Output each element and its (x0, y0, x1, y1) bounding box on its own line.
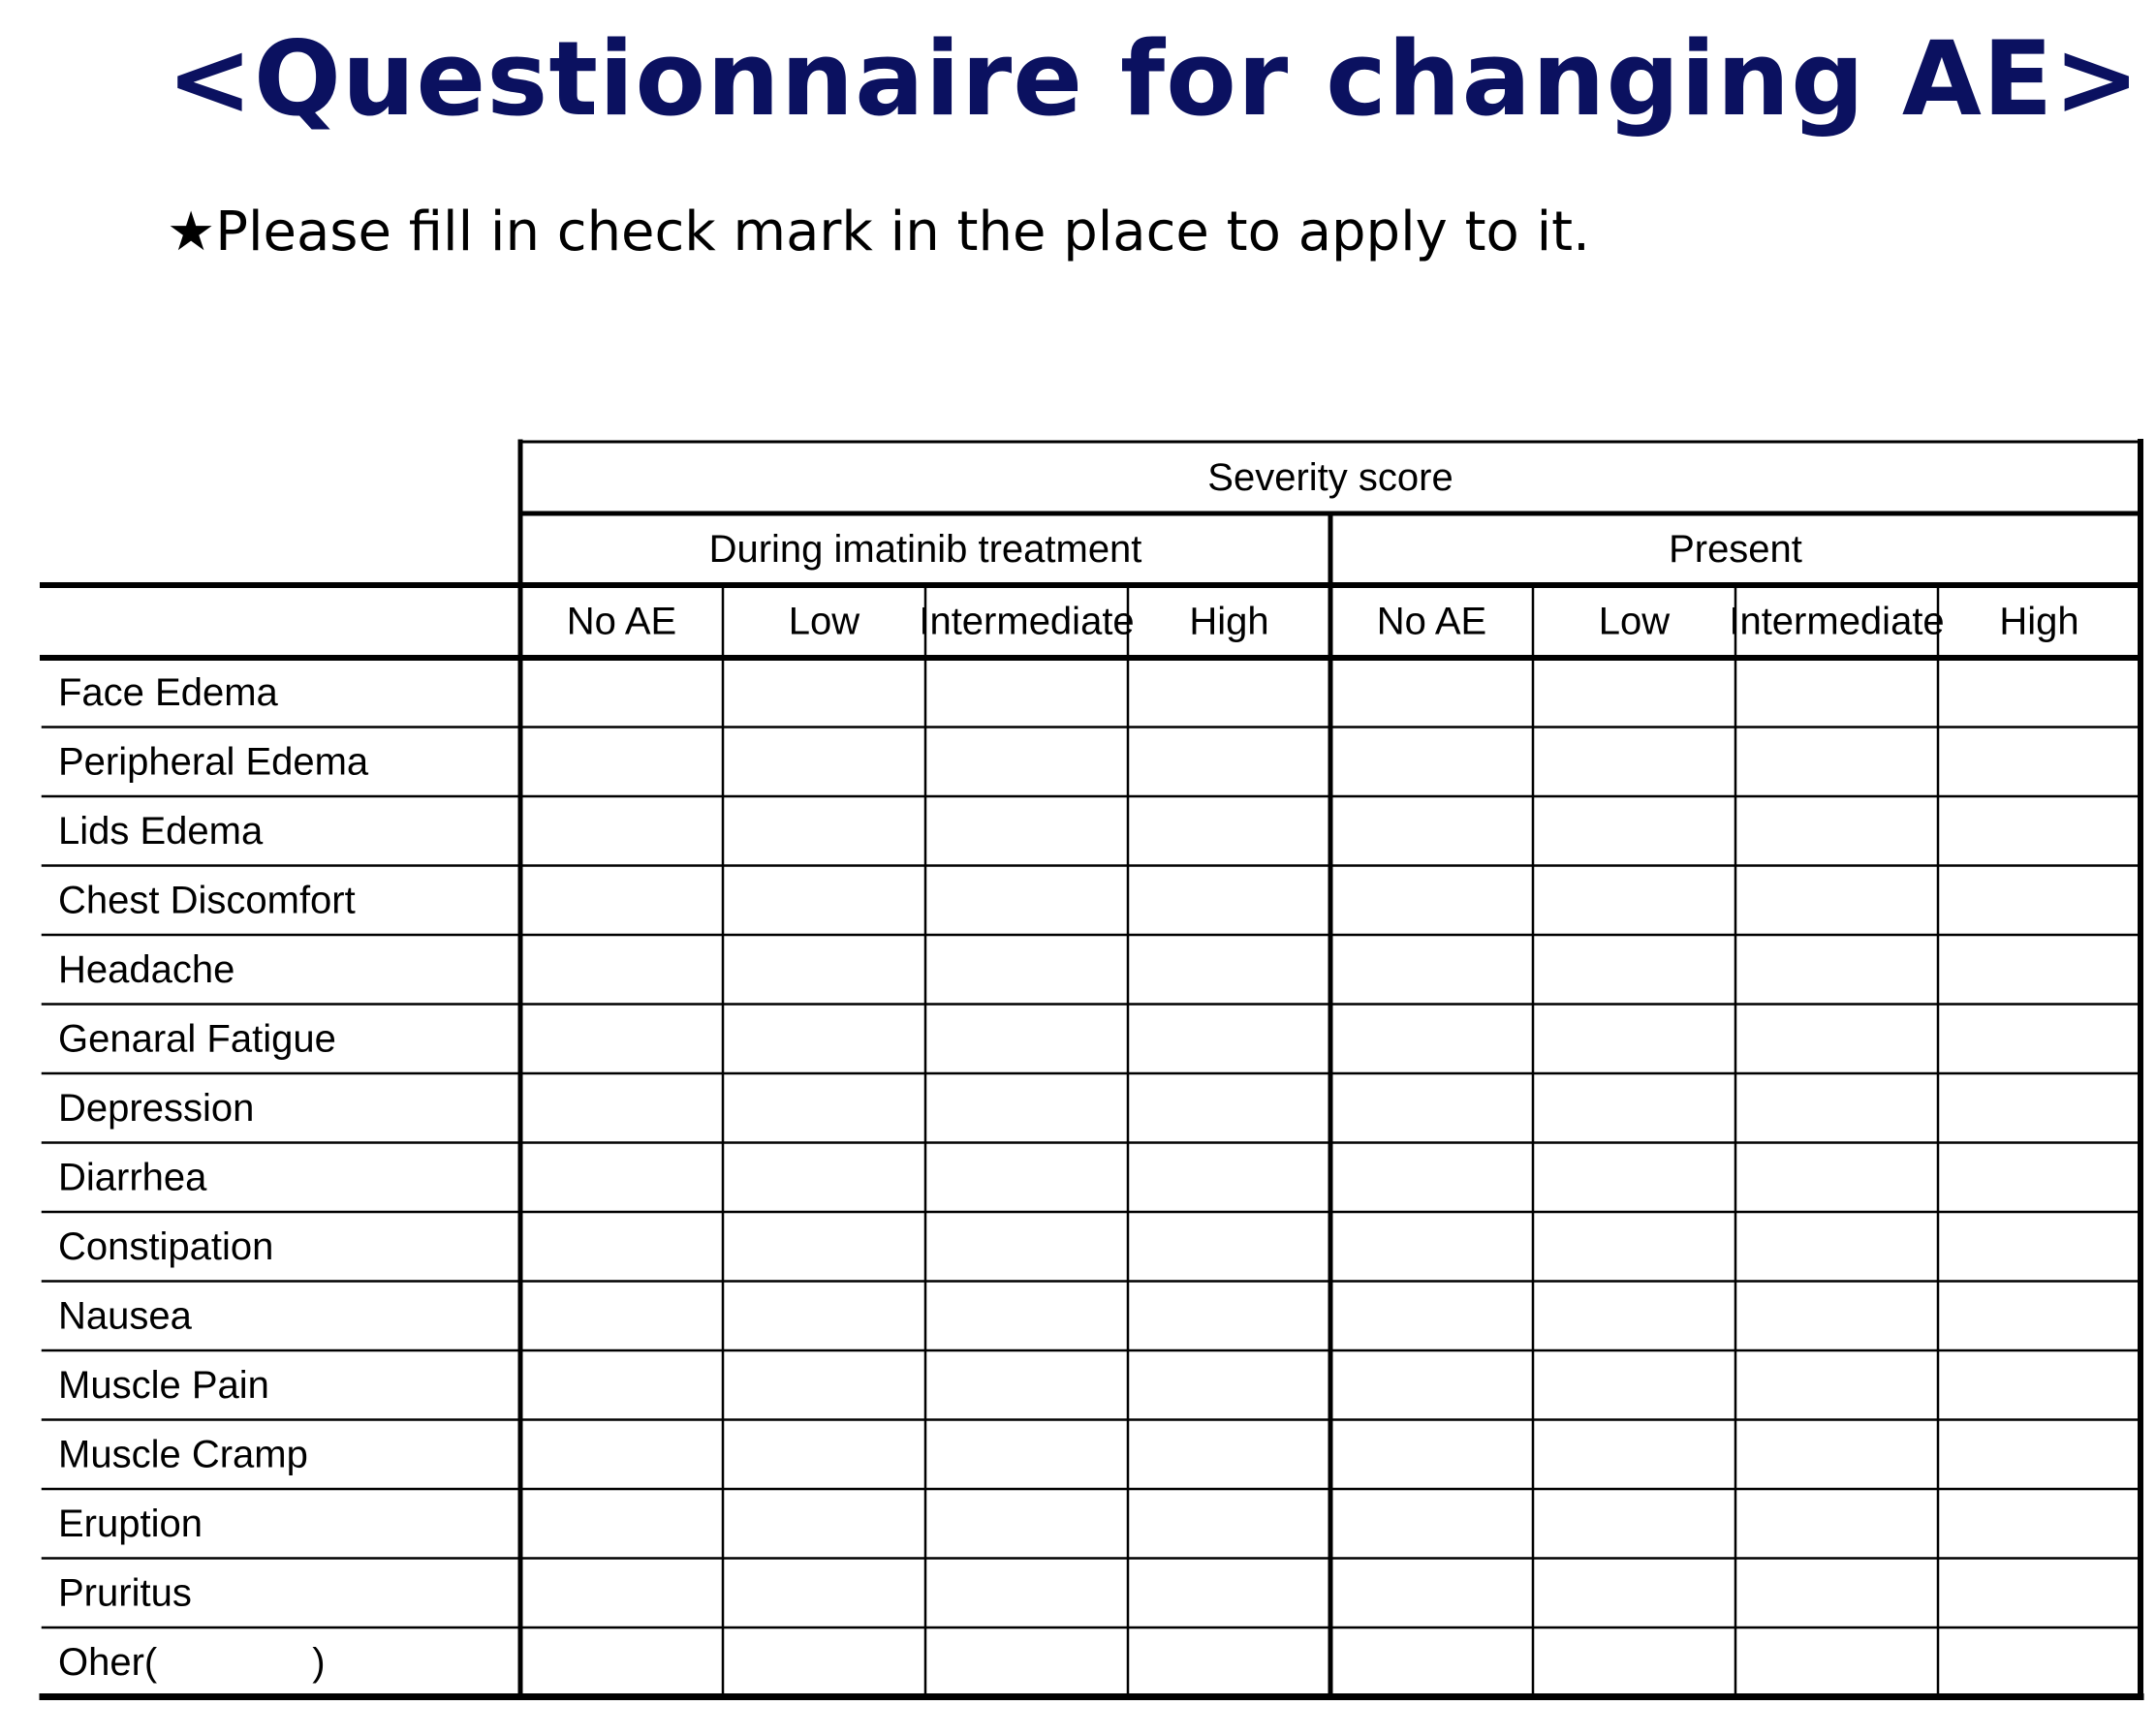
level-header: No AE (566, 600, 677, 643)
check-cell[interactable] (1131, 1285, 1328, 1348)
check-cell[interactable] (928, 1215, 1125, 1279)
check-cell[interactable] (1738, 730, 1935, 794)
row-label: Chest Discomfort (58, 879, 356, 922)
check-cell[interactable] (1941, 1215, 2138, 1279)
check-cell[interactable] (523, 869, 720, 933)
check-cell[interactable] (726, 661, 922, 725)
check-cell[interactable] (928, 1423, 1125, 1487)
check-cell[interactable] (523, 1423, 720, 1487)
check-cell[interactable] (1738, 1630, 1935, 1694)
check-cell[interactable] (1131, 1146, 1328, 1210)
row-label: Constipation (58, 1224, 274, 1268)
check-cell[interactable] (726, 730, 922, 794)
check-cell[interactable] (1941, 661, 2138, 725)
check-cell[interactable] (726, 1562, 922, 1626)
check-cell[interactable] (1333, 1630, 1530, 1694)
check-cell[interactable] (928, 1076, 1125, 1140)
check-cell[interactable] (1333, 1353, 1530, 1417)
row-label: Oher( ) (58, 1640, 326, 1684)
check-cell[interactable] (523, 1353, 720, 1417)
check-cell[interactable] (1941, 799, 2138, 863)
row-label: Peripheral Edema (58, 740, 369, 784)
check-cell[interactable] (1131, 1423, 1328, 1487)
level-header: No AE (1376, 600, 1487, 643)
check-cell[interactable] (1333, 1285, 1530, 1348)
check-cell[interactable] (523, 1492, 720, 1556)
check-cell[interactable] (1536, 869, 1733, 933)
check-cell[interactable] (1738, 1146, 1935, 1210)
check-cell[interactable] (726, 938, 922, 1002)
check-cell[interactable] (1333, 869, 1530, 933)
check-cell[interactable] (1333, 1076, 1530, 1140)
check-cell[interactable] (523, 1285, 720, 1348)
check-cell[interactable] (1941, 1008, 2138, 1071)
level-header: Low (788, 600, 860, 643)
check-cell[interactable] (1333, 1215, 1530, 1279)
check-cell[interactable] (726, 1630, 922, 1694)
check-cell[interactable] (1941, 869, 2138, 933)
check-cell[interactable] (1536, 799, 1733, 863)
row-label: Nausea (58, 1294, 192, 1338)
check-cell[interactable] (928, 1008, 1125, 1071)
check-cell[interactable] (1941, 730, 2138, 794)
check-cell[interactable] (726, 799, 922, 863)
check-cell[interactable] (928, 1353, 1125, 1417)
check-cell[interactable] (726, 1215, 922, 1279)
check-cell[interactable] (1131, 1562, 1328, 1626)
check-cell[interactable] (1131, 869, 1328, 933)
check-cell[interactable] (1536, 1562, 1733, 1626)
check-cell[interactable] (1738, 1076, 1935, 1140)
check-cell[interactable] (1536, 1630, 1733, 1694)
check-cell[interactable] (1333, 1008, 1530, 1071)
check-cell[interactable] (928, 730, 1125, 794)
group-header: During imatinib treatment (708, 528, 1142, 571)
check-cell[interactable] (1131, 799, 1328, 863)
check-cell[interactable] (1131, 1353, 1328, 1417)
check-cell[interactable] (523, 1215, 720, 1279)
check-cell[interactable] (523, 799, 720, 863)
check-cell[interactable] (1536, 661, 1733, 725)
row-label: Muscle Cramp (58, 1433, 308, 1476)
severity-score-header: Severity score (1207, 456, 1453, 499)
check-cell[interactable] (523, 730, 720, 794)
check-cell[interactable] (726, 1353, 922, 1417)
check-cell[interactable] (523, 661, 720, 725)
check-cell[interactable] (1738, 1285, 1935, 1348)
check-cell[interactable] (1536, 730, 1733, 794)
check-cell[interactable] (1333, 938, 1530, 1002)
check-cell[interactable] (1333, 1423, 1530, 1487)
check-cell[interactable] (1941, 1146, 2138, 1210)
level-header: High (1999, 600, 2079, 643)
check-cell[interactable] (1738, 1215, 1935, 1279)
check-cell[interactable] (726, 1492, 922, 1556)
check-cell[interactable] (523, 938, 720, 1002)
level-header: Low (1598, 600, 1671, 643)
check-cell[interactable] (1941, 1492, 2138, 1556)
check-cell[interactable] (523, 1630, 720, 1694)
check-cell[interactable] (928, 938, 1125, 1002)
row-label: Lids Edema (58, 809, 264, 852)
check-cell[interactable] (523, 1076, 720, 1140)
check-cell[interactable] (726, 1076, 922, 1140)
check-cell[interactable] (1131, 730, 1328, 794)
check-cell[interactable] (523, 1562, 720, 1626)
check-cell[interactable] (726, 1423, 922, 1487)
check-cell[interactable] (928, 1492, 1125, 1556)
level-header: High (1189, 600, 1269, 643)
check-cell[interactable] (1738, 1423, 1935, 1487)
check-cell[interactable] (1536, 1492, 1733, 1556)
check-cell[interactable] (1333, 661, 1530, 725)
check-cell[interactable] (1738, 938, 1935, 1002)
check-cell[interactable] (1941, 1423, 2138, 1487)
group-header: Present (1669, 528, 1802, 571)
row-label: Pruritus (58, 1571, 192, 1615)
check-cell[interactable] (1941, 1562, 2138, 1626)
level-header: Intermediate (1729, 600, 1945, 643)
check-cell[interactable] (928, 1630, 1125, 1694)
check-cell[interactable] (1941, 1353, 2138, 1417)
check-cell[interactable] (1131, 1630, 1328, 1694)
check-cell[interactable] (523, 1008, 720, 1071)
row-label: Muscle Pain (58, 1363, 269, 1407)
check-cell[interactable] (1333, 1562, 1530, 1626)
check-cell[interactable] (928, 1562, 1125, 1626)
check-cell[interactable] (1738, 1492, 1935, 1556)
check-cell[interactable] (1536, 1008, 1733, 1071)
check-cell[interactable] (1536, 1146, 1733, 1210)
row-label: Face Edema (58, 670, 278, 714)
check-cell[interactable] (928, 869, 1125, 933)
check-cell[interactable] (1333, 730, 1530, 794)
check-cell[interactable] (1738, 661, 1935, 725)
check-cell[interactable] (1941, 1630, 2138, 1694)
check-cell[interactable] (726, 1008, 922, 1071)
check-cell[interactable] (928, 1146, 1125, 1210)
check-cell[interactable] (1738, 799, 1935, 863)
instruction-text: ★Please fill in check mark in the place to apply to it. (167, 201, 1590, 264)
check-cell[interactable] (1941, 938, 2138, 1002)
check-cell[interactable] (928, 799, 1125, 863)
check-cell[interactable] (1333, 1146, 1530, 1210)
check-cell[interactable] (1131, 661, 1328, 725)
check-cell[interactable] (1536, 1285, 1733, 1348)
check-cell[interactable] (1131, 1215, 1328, 1279)
check-cell[interactable] (1536, 1215, 1733, 1279)
check-cell[interactable] (726, 1285, 922, 1348)
row-label: Eruption (58, 1502, 203, 1545)
check-cell[interactable] (1536, 1423, 1733, 1487)
check-cell[interactable] (1738, 1008, 1935, 1071)
check-cell[interactable] (1941, 1076, 2138, 1140)
check-cell[interactable] (1131, 938, 1328, 1002)
check-cell[interactable] (726, 869, 922, 933)
row-label: Depression (58, 1086, 255, 1130)
check-cell[interactable] (1536, 938, 1733, 1002)
check-cell[interactable] (1536, 1353, 1733, 1417)
check-cell[interactable] (1333, 1492, 1530, 1556)
check-cell[interactable] (1738, 869, 1935, 933)
check-cell[interactable] (1131, 1076, 1328, 1140)
check-cell[interactable] (523, 1146, 720, 1210)
check-cell[interactable] (1536, 1076, 1733, 1140)
check-cell[interactable] (1131, 1492, 1328, 1556)
row-label: Genaral Fatigue (58, 1017, 336, 1061)
check-cell[interactable] (928, 661, 1125, 725)
row-label: Diarrhea (58, 1156, 207, 1199)
row-label: Headache (58, 947, 235, 991)
check-cell[interactable] (1738, 1353, 1935, 1417)
check-cell[interactable] (1738, 1562, 1935, 1626)
level-header: Intermediate (919, 600, 1135, 643)
check-cell[interactable] (726, 1146, 922, 1210)
page-title: <Questionnaire for changing AE> (167, 19, 2141, 139)
check-cell[interactable] (928, 1285, 1125, 1348)
check-cell[interactable] (1941, 1285, 2138, 1348)
check-cell[interactable] (1333, 799, 1530, 863)
check-cell[interactable] (1131, 1008, 1328, 1071)
